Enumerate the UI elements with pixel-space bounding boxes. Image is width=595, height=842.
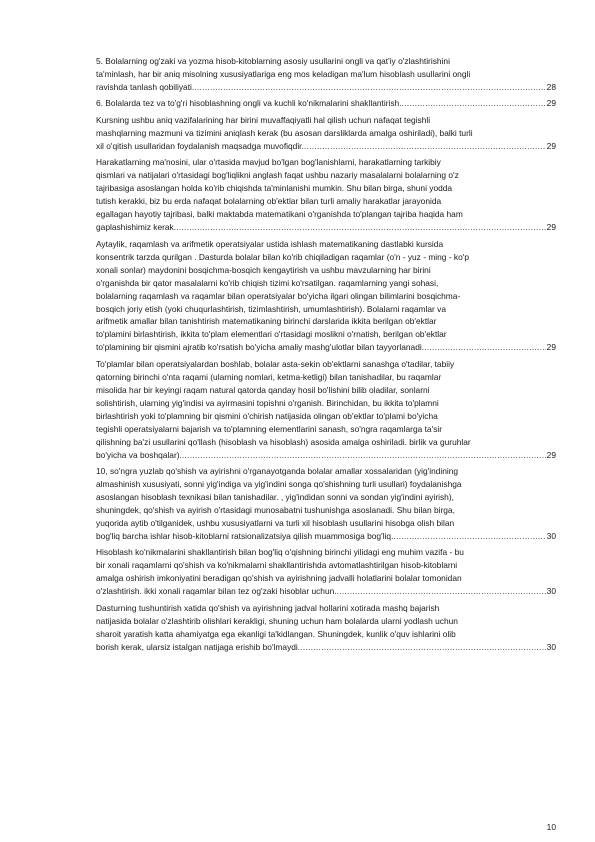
toc-entry-page-number: 28 [546,81,556,92]
toc-entry-page-number: 30 [546,530,556,541]
toc-entry-page-number: 29 [546,222,556,233]
toc-entry-text-line: Harakatlarning ma'nosini, ular o'rtasida mavjud bo'lgan bog'lanishlarni, harakatlarning tarkibiy [96,157,441,168]
toc-entry-last-line [96,221,556,234]
toc-entry-text-line: birlashtirish yoki to'plamning bir qismini o'chirish natijasida olingan ob'ektlar to'plami bo'yicha [96,410,438,421]
toc-entry-text-line: xil o'qitish usullaridan foydalanish maqsadga muvofiqdir. [96,140,304,151]
toc-entry-text-line: bosqich joriy etish (yoki chuqurlashtirish, tizimlashtirish, umumlashtirish). Bolalarni raqamlar va [96,303,447,314]
toc-entry-text-line: bir xonali raqamlarni qo'shish va ko'nikmalarni shakllantirishda avtomatlashtirilgan hisob-kitoblarni [96,560,458,571]
toc-entry-page-number: 29 [546,449,556,460]
dot-leader [182,449,546,462]
toc-entry-text-line: qilishning ba'zi usullarini qo'llash (hisoblash va hisoblash) asosida amalga oshiriladi. birlik va guruhlar [96,436,471,447]
toc-entry-text-line: gaplashishimiz kerak. [96,222,177,233]
toc-entry-text-line: tegishli operatsiyalarni bajarish va to'plamning elementlarini sanash, so'ngra raqamlarga ta'sir [96,423,443,434]
toc-entry-last-line [96,585,556,598]
toc-entry[interactable] [96,55,556,94]
toc-entry-text-line: ravishda tanlash qobiliyati. [96,81,195,92]
toc-entry-text-line: konsentrik tarzda qurilgan . Dasturda bolalar bilan ko'rib chiqiladigan raqamlar (o'n - yuz - ming - ko'p [96,251,470,262]
toc-entry-text-line: arifmetik amallar bilan tanishtirish matematikaning birinchi darslarida ikkita berilgan ob'ektlar [96,316,437,327]
dot-leader [194,81,545,94]
toc-entry-last-line [96,449,556,462]
dot-leader [304,140,546,153]
toc-entry-text-line: 6. Bolalarda tez va to'g'ri hisoblashning ongli va kuchli ko'nikmalarini shakllantirish. [96,98,402,109]
toc-entry-page-number: 29 [546,98,556,109]
toc-entry[interactable] [96,156,556,234]
toc-entry-text-line: o'zlashtirish. ikki xonali raqamlar bilan tez og'zaki hisoblar uchun. [96,586,337,597]
toc-entry-page-number: 29 [546,342,556,353]
toc-entry[interactable] [96,97,556,110]
toc-entry-text-line: borish kerak, ularsiz istalgan natijaga erishib bo'lmaydi. [96,641,301,652]
toc-entry-text-line: To'plamlar bilan operatsiyalardan boshlab, bolalar asta-sekin ob'ektlarni sanashga o'tadilar, tabiiy [96,358,455,369]
toc-entry-text-line: qatorning birinchi o'nta raqami (ularning nomlari, ketma-ketligi) bilan tanishadilar, bu raqamlar [96,371,442,382]
toc-entry-text-line: to'plamining bir qismini ajratib ko'rsatish bo'yicha amaliy mashg'ulotlar bilan tayyorlanadi. [96,342,425,353]
toc-entry-text-line: 10, so'ngra yuzlab qo'shish va ayirishni o'rganayotganda bolalar amallar xossalaridan (yig'indining [96,466,459,477]
dot-leader [402,97,546,110]
toc-entry-text-line: solishtirish, ularning yig'indisi va ayirmasini topishni o'rganish. Birinchidan, bu ikkita to'plamni [96,397,439,408]
dot-leader [393,530,545,543]
toc-entry-last-line [96,81,556,94]
toc-entry-text-line: natijasida bolalar o'zlashtirib olishlari kerakligi, shuning uchun ham bolalarda ularni yodlash uchun [96,615,458,626]
toc-entry[interactable] [96,238,556,355]
toc-entry-last-line [96,530,556,543]
toc-entry-text-line: xonali sonlar) maydonini bosqichma-bosqich kengaytirish va ushbu mavzularning har birini [96,264,431,275]
toc-entry-text-line: amalga oshirish imkoniyatini beradigan qo'shish va ayirishning jadvalli holatlarini bolalar tomonidan [96,573,462,584]
toc-entry-text-line: bolalarning raqamlash va raqamlar bilan operatsiyalar bo'yicha ilgari olingan bilimlarini bosqichma- [96,290,461,301]
toc-entry-text-line: qismlari va natijalari o'rtasidagi bog'liqlikni anglash faqat ushbu nazariy masalalarni bolalarning o'z [96,170,459,181]
toc-entry[interactable] [96,602,556,654]
toc-entry-text-line: egallagan hayotiy tajribasi, balki maktabda matematikani o'rganishda to'plangan tajriba haqida ham [96,209,463,220]
toc-entry-text-line: to'plamini birlashtirish, ikkita to'plam elementlari o'rtasidagi moslikni o'rnatish, berilgan ob'ektlar [96,329,447,340]
dot-leader [337,585,546,598]
toc-entry[interactable] [96,114,556,153]
toc-entry[interactable] [96,465,556,543]
toc-entry-text-line: asoslangan hisoblash texnikasi bilan tanishadilar. , yig'indidan sonni va sondan yig'indini ayirish), [96,492,454,503]
toc-entry-text-line: 5. Bolalarning og'zaki va yozma hisob-kitoblarning asosiy usullarini ongli va qat'iy o'zlashtirishini [96,56,450,66]
toc-entry-text-line: sharoit yaratish katta ahamiyatga ega ekanligi ta'kidlangan. Shuningdek, kunlik o'quv ishlarini olib [96,628,456,639]
toc-entry-text-line: Aytaylik, raqamlash va arifmetik operatsiyalar ustida ishlash matematikaning dastlabki kursida [96,238,444,249]
toc-entry-text-line: yuqorida aytib o'tilganidek, ushbu xususiyatlarni va turli xil hisoblash usullarini hisobga olish bilan [96,517,455,528]
dot-leader [424,341,546,354]
toc-entry-last-line [96,97,556,110]
toc-entry[interactable] [96,358,556,462]
dot-leader [300,641,546,654]
toc-entry-text-line: tutish kerakki, biz bu erda nafaqat bolalarning ob'ektlar bilan turli amaliy harakatlar jarayonida [96,196,442,207]
toc-entry-text-line: almashinish xususiyati, sonni yig'indiga va yig'indini songa qo'shishning turli usullari) foydalanishga [96,479,462,490]
toc-entry-page-number: 29 [546,140,556,151]
toc-entry-text-line: tajribasiga asoslangan holda ko'rib chiqishda ta'minlanishi mumkin. Shu bilan birga, shuni yodda [96,183,453,194]
table-of-contents [96,55,556,657]
toc-entry-text-line: mashqlarning mazmuni va tizimini aniqlash kerak (bu asosan darsliklarda amalga oshiriladi), balki turli [96,127,473,138]
toc-entry-page-number: 30 [546,641,556,652]
toc-entry-text-line: bo'yicha va boshqalar). [96,449,182,460]
toc-entry-text-line: shuningdek, qo'shish va ayirish o'rtasidagi munosabatni tushunishga asoslanadi. Shu bilan birga, [96,505,455,516]
toc-entry-text-line: ta'minlash, har bir aniq misolning xususiyatlariga eng mos keladigan ma'lum hisoblash usullarini ongli [96,68,471,79]
toc-entry-last-line [96,341,556,354]
toc-entry-text-line: bog'liq barcha ishlar hisob-kitoblarni ratsionalizatsiya qilish muammosiga bog'liq. [96,530,394,541]
toc-entry-text-line: o'rganishda bir qator masalalarni ko'rib chiqish tizimi ko'rsatilgan. raqamlarning yangi sohasi, [96,277,439,288]
toc-entry-text-line: Kursning ushbu aniq vazifalarining har birini muvaffaqiyatli hal qilish uchun nafaqat tegishli [96,115,431,125]
toc-entry-text-line: Dasturning tushuntirish xatida qo'shish va ayirishning jadval hollarini xotirada mashq bajarish [96,602,440,613]
toc-entry-text-line: misolida har bir keyingi raqam natural qatorda qanday hosil bo'lishini bilib oladilar, sonlarni [96,384,430,395]
dot-leader [176,221,546,234]
page-number: 10 [546,822,556,832]
toc-entry-page-number: 30 [546,586,556,597]
toc-entry-last-line [96,641,556,654]
toc-entry-text-line: Hisoblash ko'nikmalarini shakllantirish bilan bog'liq o'qishning birinchi yilidagi eng muhim vazifa - bu [96,547,464,558]
toc-entry-last-line [96,140,556,153]
toc-entry[interactable] [96,546,556,598]
